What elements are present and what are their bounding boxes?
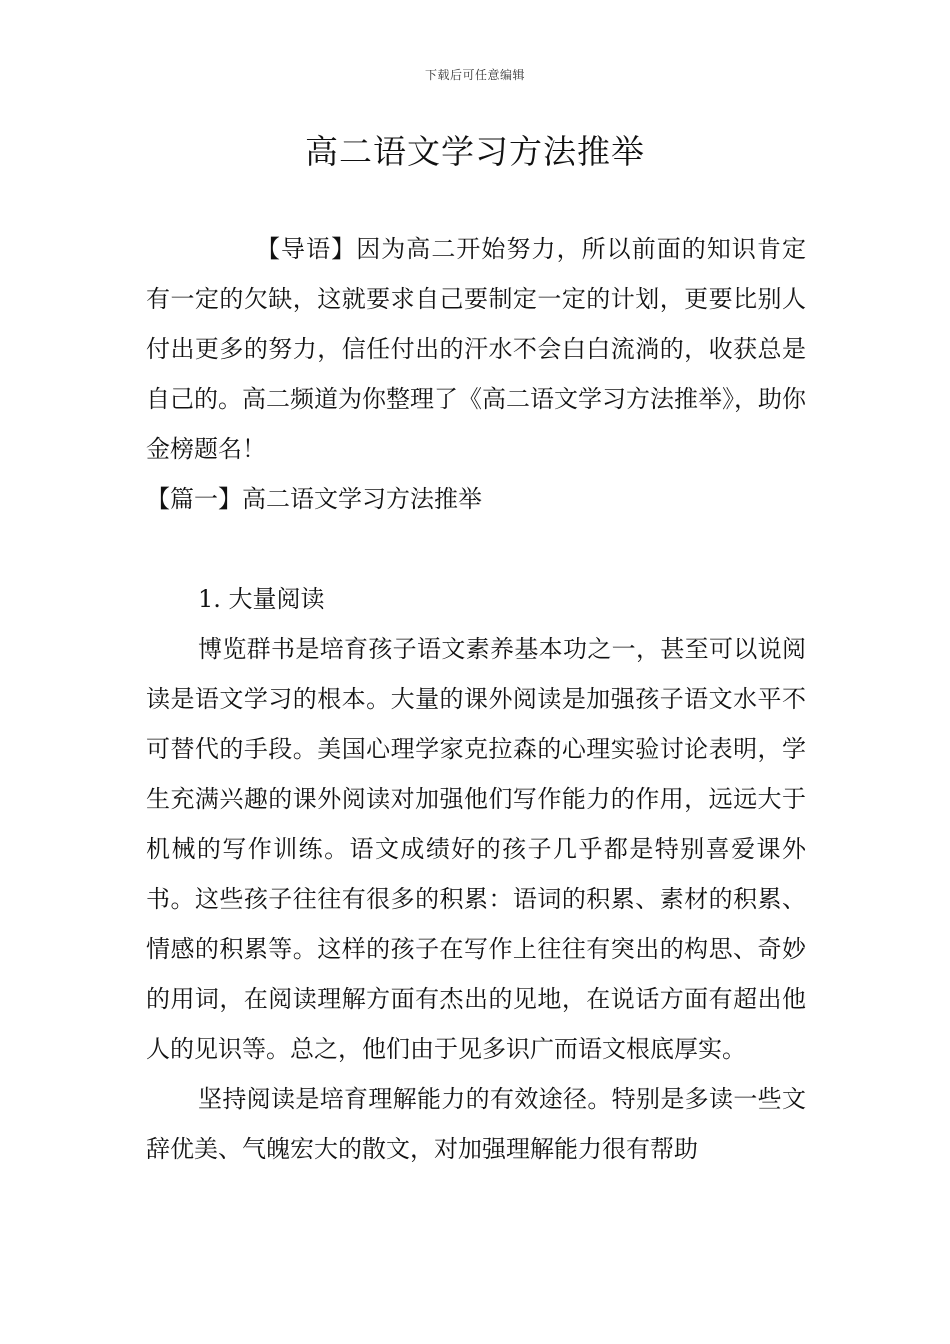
header-note: 下载后可任意编辑 (424, 68, 525, 82)
intro-paragraph: 【导语】因为高二开始努力，所以前面的知识肯定有一定的欠缺，这就要求自己要制定一定的计划，更要比别人付出更多的努力，信任付出的汗水不会白白流淌的，收获总是自己的。高二频道为你整理了《高二语文学习方法推举》，助你金榜题名！ (146, 235, 806, 463)
body-paragraph-1: 博览群书是培育孩子语文素养基本功之一，甚至可以说阅读是语文学习的根本。大量的课外阅读是加强孩子语文水平不可替代的手段。美国心理学家克拉森的心理实验讨论表明，学生充满兴趣的课外阅读对加强他们写作能力的作用，远远大于机械的写作训练。语文成绩好的孩子几乎都是特别喜爱课外书。这些孩子往往有很多的积累：语词的积累、素材的积累、情感的积累等。这样的孩子在写作上往往有突出的构思、奇妙的用词，在阅读理解方面有杰出的见地，在说话方面有超出他人的见识等。总之，他们由于见多识广而语文根底厚实。 (146, 635, 806, 1063)
blank-line (146, 524, 806, 574)
document-body (146, 224, 806, 1174)
document-title: 高二语文学习方法推举 (305, 132, 645, 171)
subheading-reading: 1. 大量阅读 (198, 585, 325, 613)
section-heading: 【篇一】高二语文学习方法推举 (146, 485, 482, 513)
body-paragraph-2: 坚持阅读是培育理解能力的有效途径。特别是多读一些文辞优美、气魄宏大的散文，对加强理解能力很有帮助 (146, 1085, 806, 1163)
